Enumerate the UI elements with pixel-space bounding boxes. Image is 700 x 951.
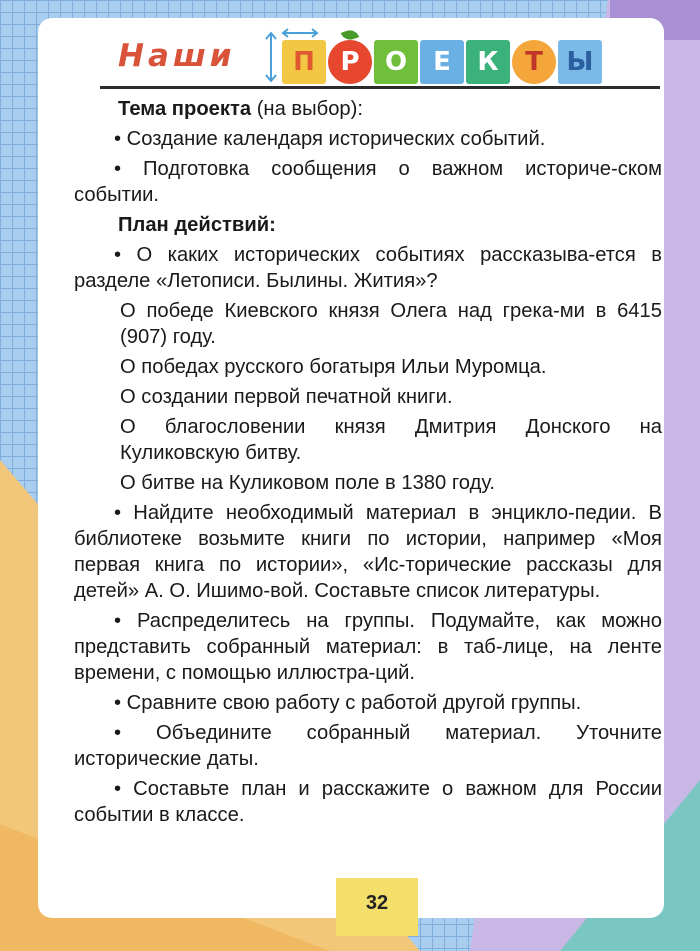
topic-label-rest: (на выбор): [251,98,363,120]
plan-step: • Распределитесь на группы. Подумайте, как можно представить собранный материал: в таб-лице, на ленте времени, с помощью иллюстра-ций. [74,610,662,684]
header-letter-tile: Ы [558,40,602,84]
measure-arrow-icon [280,28,320,38]
plan-question: • О каких исторических событиях рассказыва-ется в разделе «Летописи. Былины. Жития»? [74,244,662,292]
topic-item: • Подготовка сообщения о важном историче-ском событии. [74,158,662,206]
plan-step: • Объедините собранный материал. Уточните исторические даты. [74,722,662,770]
header-word-nashi: Наши [118,38,236,74]
answer-item: О победах русского богатыря Ильи Муромца. [120,356,547,378]
header-letter-tile: К [466,40,510,84]
header-letter-tile: П [282,40,326,84]
header-word-proekty [282,40,602,84]
plan-step: • Найдите необходимый материал в энцикло-педии. В библиотеке возьмите книги по истории, например «Моя первая книга по истории», «Ис-торические рассказы для детей» А. О. Ишимо-вой. Составьте список литературы. [74,502,662,602]
plan-heading [74,212,662,238]
text-body [74,96,662,832]
plan-label: План действий: [118,214,276,236]
section-header [100,28,660,92]
header-underline [100,86,660,89]
header-letter-tile: Т [512,40,556,84]
plan-step: • Сравните свою работу с работой другой группы. [114,692,582,714]
answer-item: О создании первой печатной книги. [120,386,453,408]
measure-icon [260,30,282,84]
topic-item: • Создание календаря исторических событий. [114,128,546,150]
answer-item: О благословении князя Дмитрия Донского на Куликовскую битву. [120,416,662,464]
topic-heading [74,96,662,122]
answer-item: О битве на Куликовом поле в 1380 году. [120,472,496,494]
page-number: 32 [365,892,389,914]
header-letter-tile: Р [328,40,372,84]
plan-step: • Составьте план и расскажите о важном для России событии в классе. [74,778,662,826]
header-letter-tile: О [374,40,418,84]
answer-item: О победе Киевского князя Олега над грека-ми в 6415 (907) году. [120,300,662,348]
topic-label: Тема проекта [118,98,252,120]
header-letter-tile: Е [420,40,464,84]
